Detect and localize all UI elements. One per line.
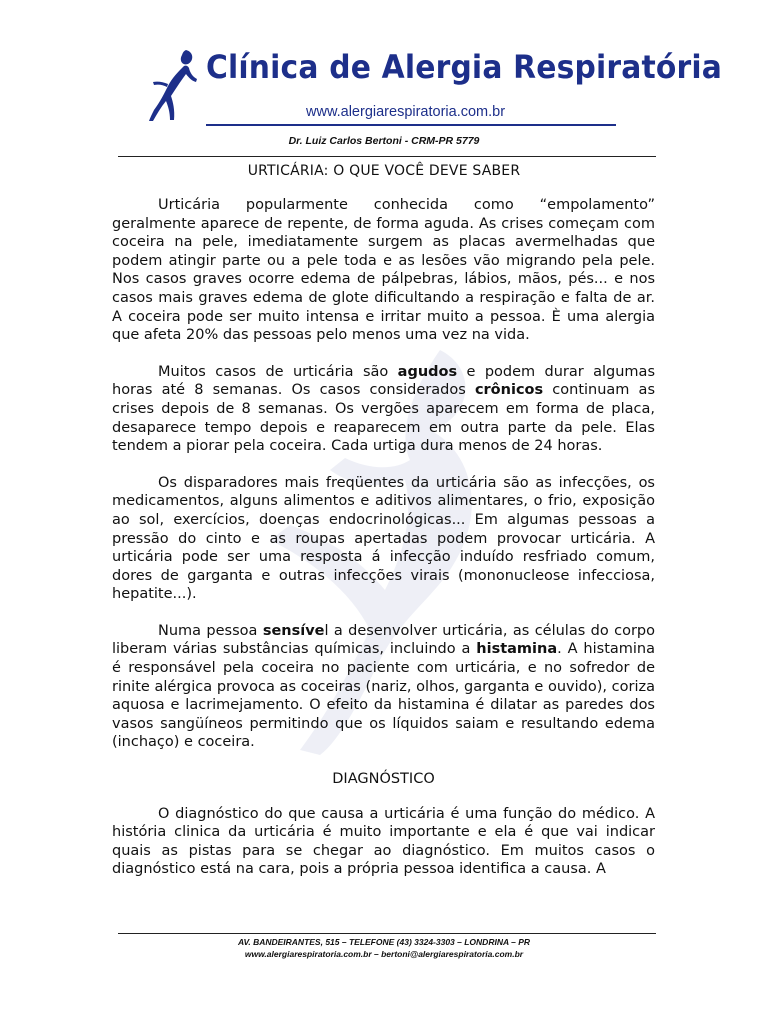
emphasis-histamine: histamina: [476, 641, 558, 658]
running-figure-icon: [148, 48, 198, 122]
paragraph-triggers: [112, 474, 655, 604]
emphasis-sensitive: sensíve: [262, 622, 325, 639]
paragraph-text: Numa pessoa: [158, 622, 263, 639]
doctor-line: Dr. Luiz Carlos Bertoni - CRM-PR 5779: [288, 135, 480, 147]
paragraph-text: l a desenvolver urticária, as células do corpo liberam várias substâncias químicas, incluindo a: [112, 622, 655, 658]
paragraph-text: continuam as crises depois de 8 semanas. Os vergões aparecem em forma de placa, desaparece tempo depois e reaparecem em outra parte da pele. Elas tendem a piorar pela coceira. Cada urtiga dura menos de 24 horas.: [112, 382, 656, 455]
footer-rule: [118, 933, 656, 934]
paragraph-histamine: [112, 622, 655, 752]
clinic-website: www.alergiarespiratoria.com.br: [306, 104, 506, 120]
paragraph-text: Muitos casos de urticária são: [158, 363, 398, 380]
clinic-name: Clínica de Alergia Respiratória: [206, 48, 723, 86]
footer-address: AV. BANDEIRANTES, 515 – TELEFONE (43) 3324-3303 – LONDRINA – PR: [237, 937, 531, 947]
paragraph-duration: [112, 363, 655, 456]
emphasis-chronic: crônicos: [474, 382, 544, 399]
section-heading-diagnosis: DIAGNÓSTICO: [332, 771, 435, 788]
document-body: [112, 196, 655, 897]
logo-divider: [206, 124, 616, 126]
footer-contacts: www.alergiarespiratoria.com.br – bertoni@alergiarespiratoria.com.br: [244, 949, 524, 959]
document-title: URTICÁRIA: O QUE VOCÊ DEVE SABER: [247, 163, 521, 179]
header-rule: [118, 156, 656, 157]
paragraph-text: Os disparadores mais freqüentes da urticária são as infecções, os medicamentos, alguns alimentos e aditivos alimentares, o frio, exposição ao sol, exercícios, doenças endocrinológicas... Em algumas pessoas a pressão do cinto e as roupas apertadas podem provocar urticária. A urticária pode ser uma resposta á infecção induído resfriado comum, dores de garganta e outras infecções virais (mononucleose infecciosa, hepatite...).: [112, 474, 655, 603]
paragraph-text: . A histamina é responsável pela coceira no paciente com urticária, e no sofredor de rinite alérgica provoca as coceiras (nariz, olhos, garganta e ouvido), coriza aquosa e lacrimejamento. O efeito da histamina é dilatar as paredes dos vasos sangüíneos permitindo que os líquidos saiam e resultando edema (inchaço) e coceira.: [112, 641, 655, 751]
paragraph-intro: [112, 196, 655, 345]
paragraph-text: Urticária popularmente conhecida como “empolamento” geralmente aparece de repente, de forma aguda. As crises começam com coceira na pele, imediatamente surgem as placas avermelhadas que podem atingir parte ou a pele toda e as lesões vão migrando pela pele. Nos casos graves ocorre edema de pálpebras, lábios, mãos, pés... e nos casos mais graves edema de glote dificultando a respiração e falta de ar. A coceira pode ser muito intensa e irritar muito a pessoa. È uma alergia que afeta 20% das pessoas pelo menos uma vez na vida.: [112, 197, 655, 344]
paragraph-text: e podem durar algumas horas até 8 semanas. Os casos considerados: [112, 363, 655, 399]
letterhead: [0, 0, 768, 160]
paragraph-diagnosis: O diagnóstico do que causa a urticária é uma função do médico. A história clinica da urticária é muito importante e ela é que vai indicar quais as pistas para se chegar ao diagnóstico. Em muitos casos o diagnóstico está na cara, pois a própria pessoa identifica a causa. A: [112, 805, 655, 878]
emphasis-acute: agudos: [397, 363, 458, 380]
